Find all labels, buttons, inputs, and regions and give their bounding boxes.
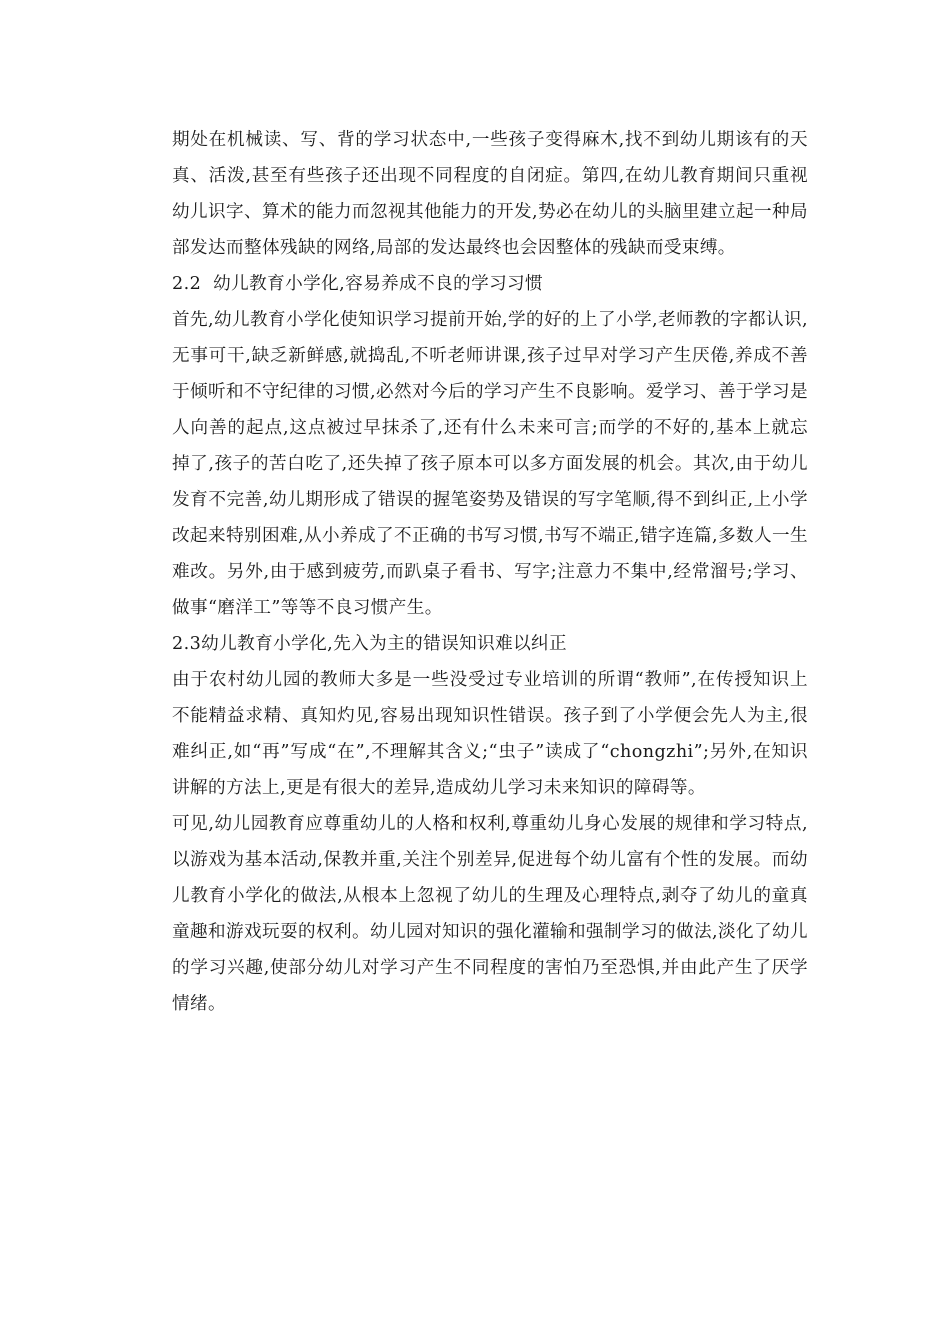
section-heading-2-3: 2.3幼儿教育小学化,先入为主的错误知识难以纠正 bbox=[172, 634, 568, 654]
paragraph-wrong-knowledge: 由于农村幼儿园的教师大多是一些没受过专业培训的所谓“教师”,在传授知识上不能精益求精、真知灼见,容易出现知识性错误。孩子到了小学便会先人为主,很难纠正,如“再”写成“在”,不理解其含义;“虫子”读成了“chongzhi”;另外,在知识讲解的方法上,更是有很大的差异,造成幼儿学习未来知识的障碍等。 bbox=[172, 670, 808, 798]
document-body bbox=[172, 122, 808, 1022]
section-heading-2-2: 2.2 幼儿教育小学化,容易养成不良的学习习惯 bbox=[172, 274, 544, 294]
paragraph-continued: 期处在机械读、写、背的学习状态中,一些孩子变得麻木,找不到幼儿期该有的天真、活泼,甚至有些孩子还出现不同程度的自闭症。第四,在幼儿教育期间只重视幼儿识字、算术的能力而忽视其他能力的开发,势必在幼儿的头脑里建立起一种局部发达而整体残缺的网络,局部的发达最终也会因整体的残缺而受束缚。 bbox=[172, 130, 808, 258]
paragraph-bad-habits: 首先,幼儿教育小学化使知识学习提前开始,学的好的上了小学,老师教的字都认识,无事可干,缺乏新鲜感,就捣乱,不听老师讲课,孩子过早对学习产生厌倦,养成不善于倾听和不守纪律的习惯,必然对今后的学习产生不良影响。爱学习、善于学习是人向善的起点,这点被过早抹杀了,还有什么未来可言;而学的不好的,基本上就忘掉了,孩子的苦白吃了,还失掉了孩子原本可以多方面发展的机会。其次,由于幼儿发育不完善,幼儿期形成了错误的握笔姿势及错误的写字笔顺,得不到纠正,上小学改起来特别困难,从小养成了不正确的书写习惯,书写不端正,错字连篇,多数人一生难改。另外,由于感到疲劳,而趴桌子看书、写字;注意力不集中,经常溜号;学习、做事“磨洋工”等等不良习惯产生。 bbox=[172, 310, 808, 618]
paragraph-conclusion: 可见,幼儿园教育应尊重幼儿的人格和权利,尊重幼儿身心发展的规律和学习特点,以游戏为基本活动,保教并重,关注个别差异,促进每个幼儿富有个性的发展。而幼儿教育小学化的做法,从根本上忽视了幼儿的生理及心理特点,剥夺了幼儿的童真童趣和游戏玩耍的权利。幼儿园对知识的强化灌输和强制学习的做法,淡化了幼儿的学习兴趣,使部分幼儿对学习产生不同程度的害怕乃至恐惧,并由此产生了厌学情绪。 bbox=[172, 814, 808, 1014]
